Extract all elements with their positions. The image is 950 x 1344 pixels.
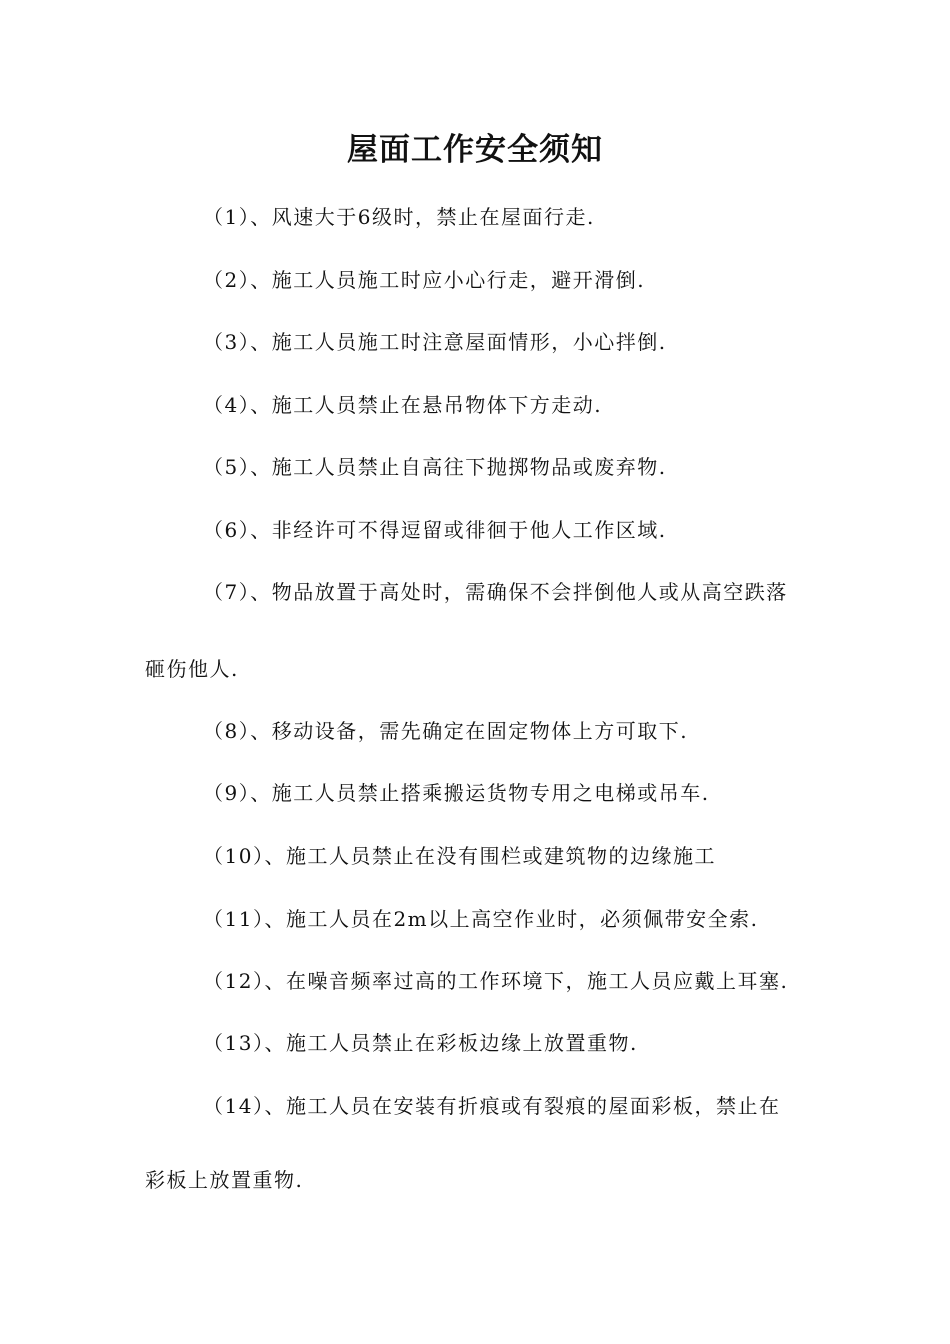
rule-item-5 [145, 452, 825, 482]
rule-item-10 [145, 841, 825, 871]
rule-item-4 [145, 390, 825, 420]
rule-item-2 [145, 265, 825, 295]
rule-text: （3）、施工人员施工时注意屋面情形，小心拌倒. [203, 330, 667, 354]
rule-text: （7）、物品放置于高处时，需确保不会拌倒他人或从高空跌落 [203, 580, 788, 604]
rule-item-7-continuation: 砸伤他人. [145, 657, 239, 681]
rule-item-7 [145, 577, 825, 607]
rule-text: （1）、风速大于6级时，禁止在屋面行走. [203, 205, 595, 229]
rule-item-3 [145, 327, 825, 357]
rule-text: （2）、施工人员施工时应小心行走，避开滑倒. [203, 268, 646, 292]
rule-text: （6）、非经许可不得逗留或徘徊于他人工作区域. [203, 518, 667, 542]
rule-text: （5）、施工人员禁止自高往下抛掷物品或废弃物. [203, 455, 667, 479]
rule-item-8 [145, 716, 825, 746]
rule-item-14 [145, 1091, 825, 1121]
rule-text: （13）、施工人员禁止在彩板边缘上放置重物. [203, 1031, 638, 1055]
rule-item-9 [145, 778, 825, 808]
rule-text: （8）、移动设备，需先确定在固定物体上方可取下. [203, 719, 689, 743]
rule-text: （4）、施工人员禁止在悬吊物体下方走动. [203, 393, 603, 417]
rule-item-13 [145, 1028, 825, 1058]
rule-text: （14）、施工人员在安装有折痕或有裂痕的屋面彩板，禁止在 [203, 1094, 781, 1118]
rule-text: （12）、在噪音频率过高的工作环境下，施工人员应戴上耳塞. [203, 969, 789, 993]
rule-item-1 [145, 202, 825, 232]
rule-item-11 [145, 904, 825, 934]
rule-item-12 [145, 966, 825, 996]
rule-text: （9）、施工人员禁止搭乘搬运货物专用之电梯或吊车. [203, 781, 710, 805]
rule-text: （11）、施工人员在2m以上高空作业时，必须佩带安全索. [203, 907, 759, 931]
document-title: 屋面工作安全须知 [347, 132, 603, 168]
rule-item-14-continuation: 彩板上放置重物. [145, 1168, 304, 1192]
rule-item-6 [145, 515, 825, 545]
rule-text: （10）、施工人员禁止在没有围栏或建筑物的边缘施工 [203, 844, 716, 868]
